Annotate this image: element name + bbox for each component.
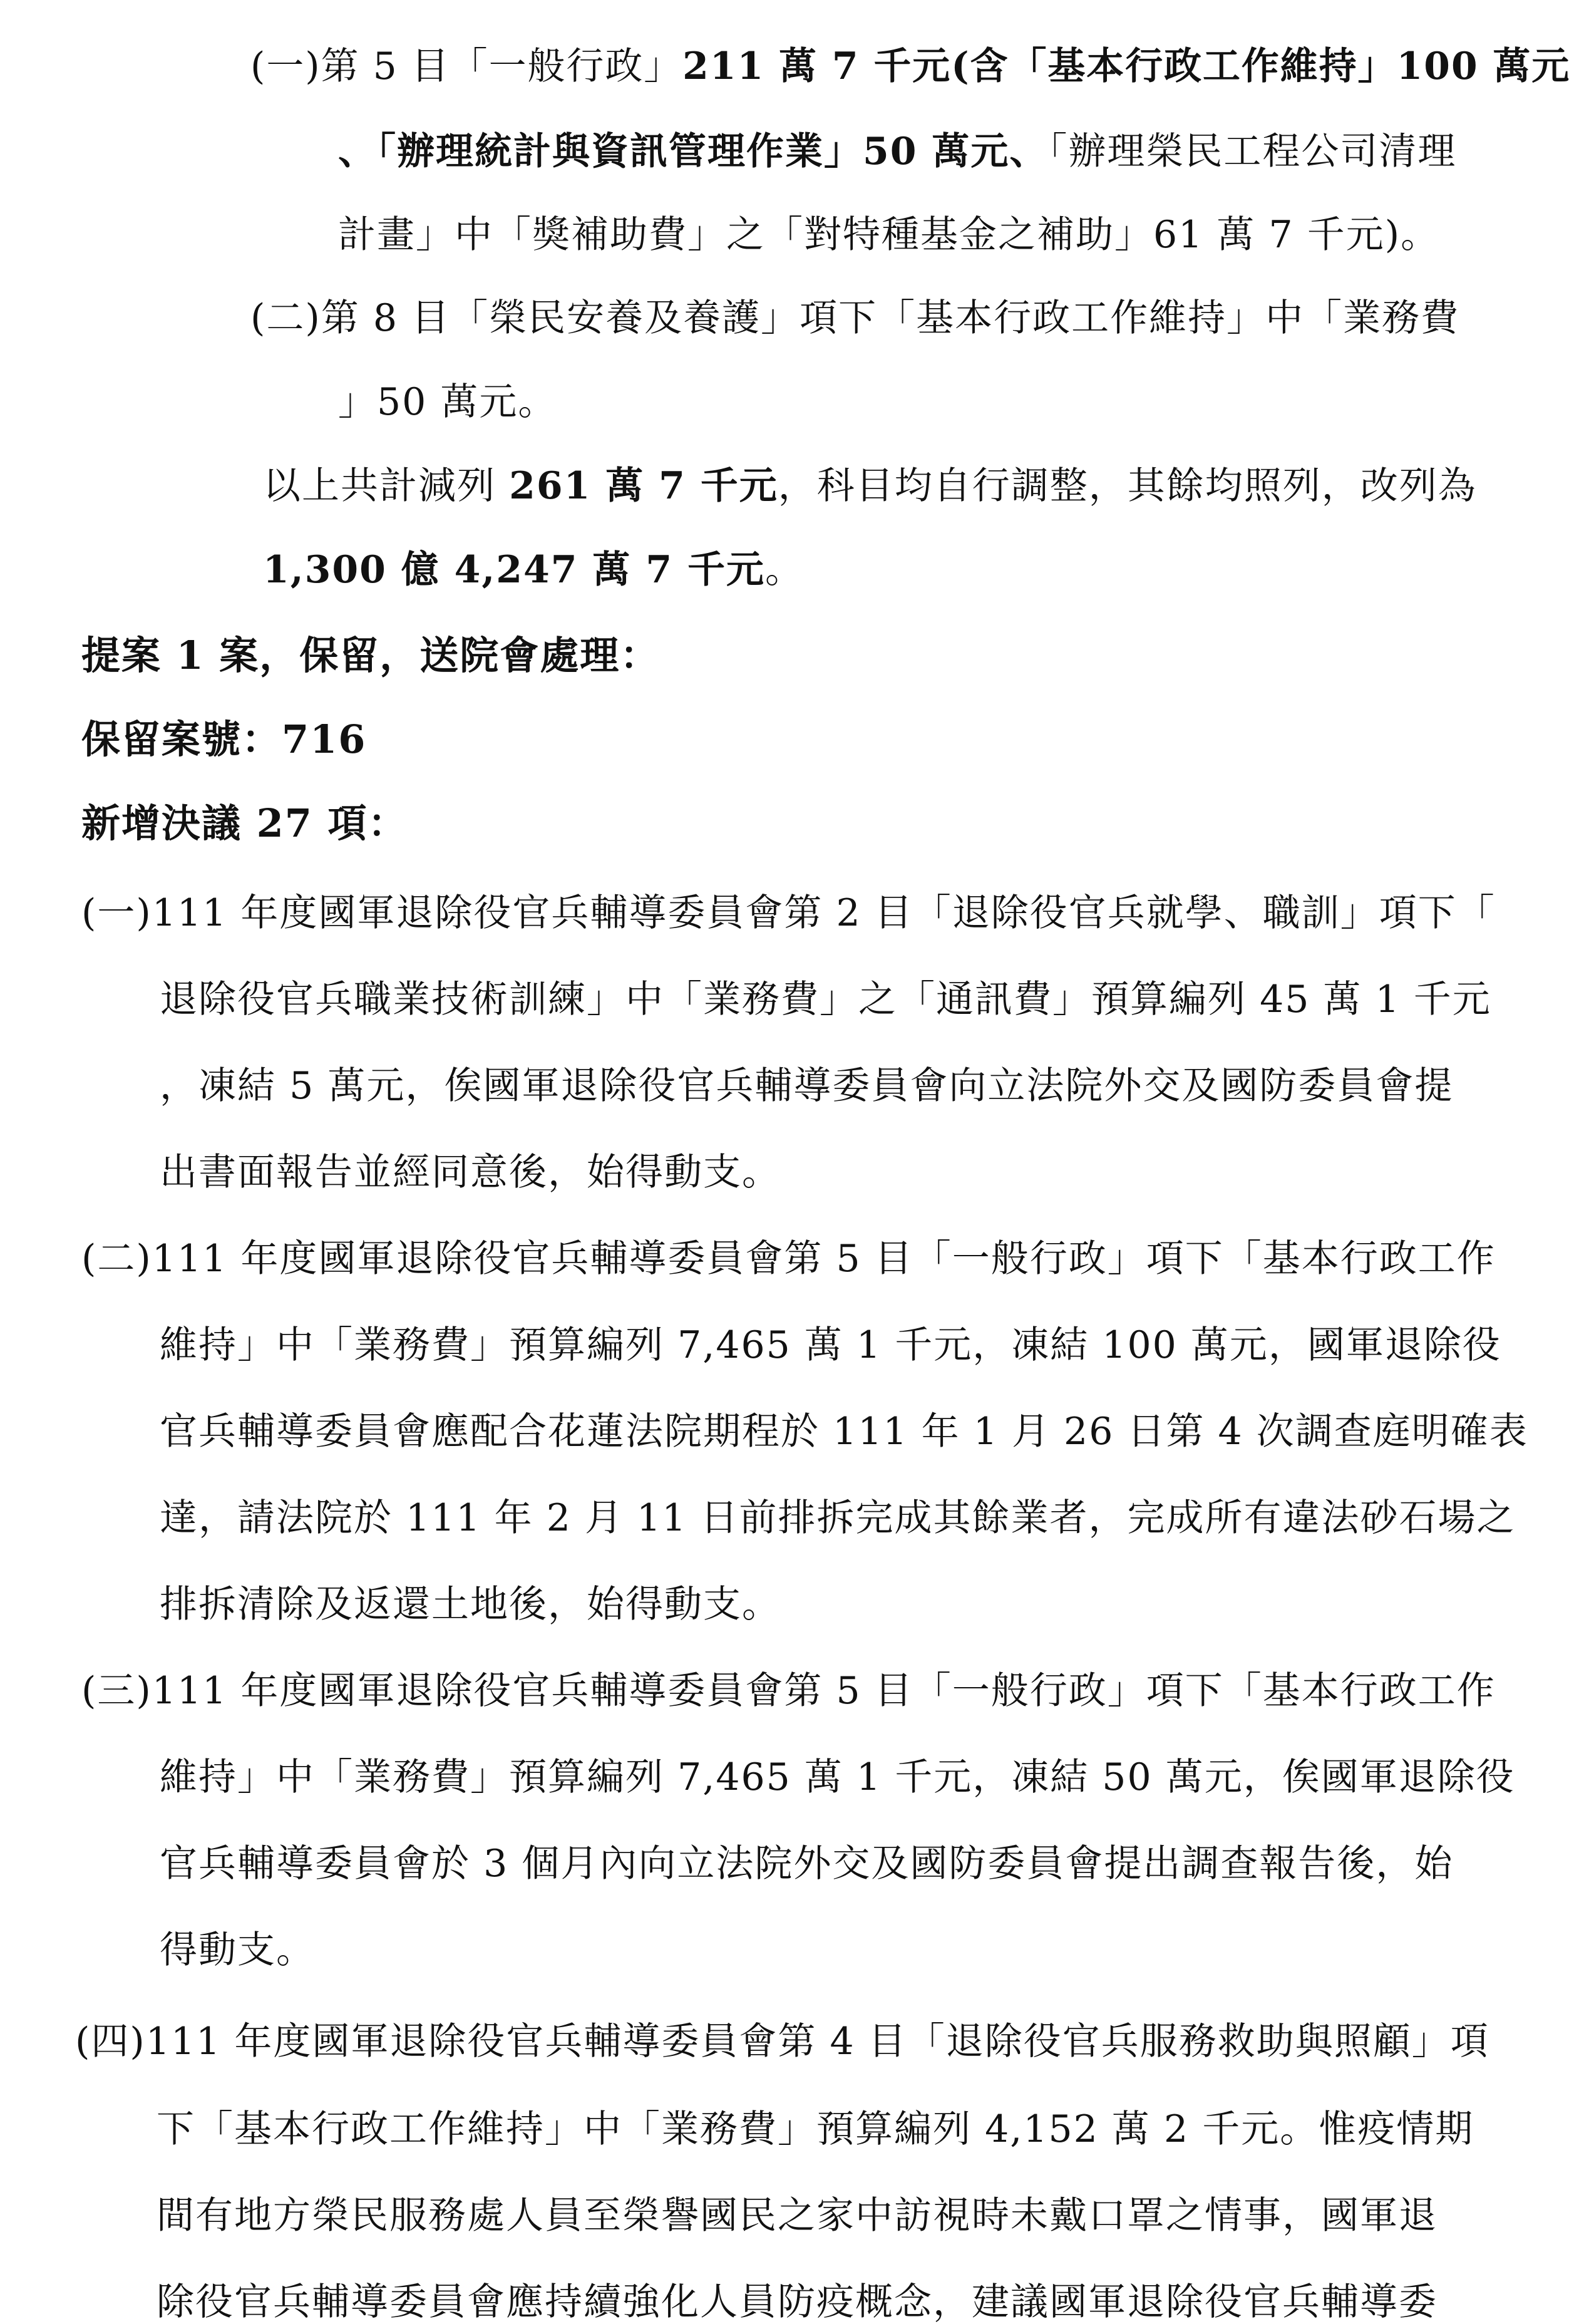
text-run-bold: 、「辦理統計與資訊管理作業」50 萬元、 — [338, 130, 1049, 173]
new-resolutions-heading: 新增決議 27 項： — [81, 800, 408, 846]
total-line-1 — [263, 464, 1477, 508]
resolution-1-line-4: 出書面報告並經同意後，始得動支。 — [160, 1150, 781, 1194]
resolution-4-line-1: (四)111 年度國軍退除役官兵輔導委員會第 4 目「退除役官兵服務救助與照顧」項 — [75, 2020, 1489, 2063]
resolution-3-line-2: 維持」中「業務費」預算編列 7,465 萬 1 千元，凍結 50 萬元，俟國軍退除役 — [160, 1755, 1515, 1799]
reduction-item-1-line-2 — [338, 130, 1457, 173]
reduction-item-2-line-2 — [338, 380, 557, 424]
resolution-3-line-3: 官兵輔導委員會於 3 個月內向立法院外交及國防委員會提出調查報告後，始 — [160, 1842, 1454, 1886]
resolution-4-line-2: 下「基本行政工作維持」中「業務費」預算編列 4,152 萬 2 千元。惟疫情期 — [157, 2107, 1474, 2151]
resolution-3-line-4: 得動支。 — [160, 1928, 315, 1972]
resolution-3-line-1: (三)111 年度國軍退除役官兵輔導委員會第 5 目「一般行政」項下「基本行政工作 — [81, 1669, 1496, 1713]
resolution-2-line-5: 排拆清除及返還土地後，始得動支。 — [160, 1583, 781, 1626]
resolution-1-line-3: ，凍結 5 萬元，俟國軍退除役官兵輔導委員會向立法院外交及國防委員會提 — [160, 1064, 1454, 1108]
text-run-bold: 211 萬 7 千元(含「基本行政工作維持」100 萬元 — [682, 44, 1571, 88]
proposal-heading: 提案 1 案，保留，送院會處理： — [81, 633, 661, 678]
resolution-2-line-4: 達，請法院於 111 年 2 月 11 日前排拆完成其餘業者，完成所有違法砂石場之 — [160, 1496, 1516, 1540]
text-run: (二)第 8 目「榮民安養及養護」項下「基本行政工作維持」中「業務費 — [250, 296, 1460, 340]
text-run-bold: 1,300 億 4,247 萬 7 千元 — [263, 548, 765, 592]
text-run: 」50 萬元。 — [338, 380, 557, 424]
text-run-bold: 261 萬 7 千元 — [509, 464, 778, 508]
resolution-1-line-2: 退除役官兵職業技術訓練」中「業務費」之「通訊費」預算編列 45 萬 1 千元 — [160, 978, 1491, 1021]
text-run: 。 — [764, 548, 804, 592]
text-run: 以上共計減列 — [263, 464, 510, 508]
reduction-item-1-line-1 — [250, 44, 1571, 88]
reduction-item-2-line-1 — [250, 296, 1460, 340]
total-line-2 — [263, 548, 804, 592]
resolution-2-line-1: (二)111 年度國軍退除役官兵輔導委員會第 5 目「一般行政」項下「基本行政工作 — [81, 1237, 1496, 1281]
text-run: (一)第 5 目「一般行政」 — [250, 44, 683, 88]
reserved-case-heading: 保留案號：716 — [81, 716, 367, 762]
resolution-1-line-1: (一)111 年度國軍退除役官兵輔導委員會第 2 目「退除役官兵就學、職訓」項下「 — [81, 891, 1496, 935]
resolution-4-line-4: 除役官兵輔導委員會應持續強化人員防疫概念，建議國軍退除役官兵輔導委 — [157, 2280, 1437, 2324]
resolution-2-line-2: 維持」中「業務費」預算編列 7,465 萬 1 千元，凍結 100 萬元，國軍退除役 — [160, 1323, 1501, 1367]
text-run: 「辦理榮民工程公司清理 — [1048, 130, 1457, 173]
text-run: 計畫」中「獎補助費」之「對特種基金之補助」61 萬 7 千元)。 — [338, 213, 1440, 257]
text-run: ，科目均自行調整，其餘均照列，改列為 — [778, 464, 1477, 508]
reduction-item-1-line-3 — [338, 213, 1440, 257]
resolution-4-line-3: 間有地方榮民服務處人員至榮譽國民之家中訪視時未戴口罩之情事，國軍退 — [157, 2194, 1437, 2238]
resolution-2-line-3: 官兵輔導委員會應配合花蓮法院期程於 111 年 1 月 26 日第 4 次調查庭明確表 — [160, 1410, 1528, 1454]
